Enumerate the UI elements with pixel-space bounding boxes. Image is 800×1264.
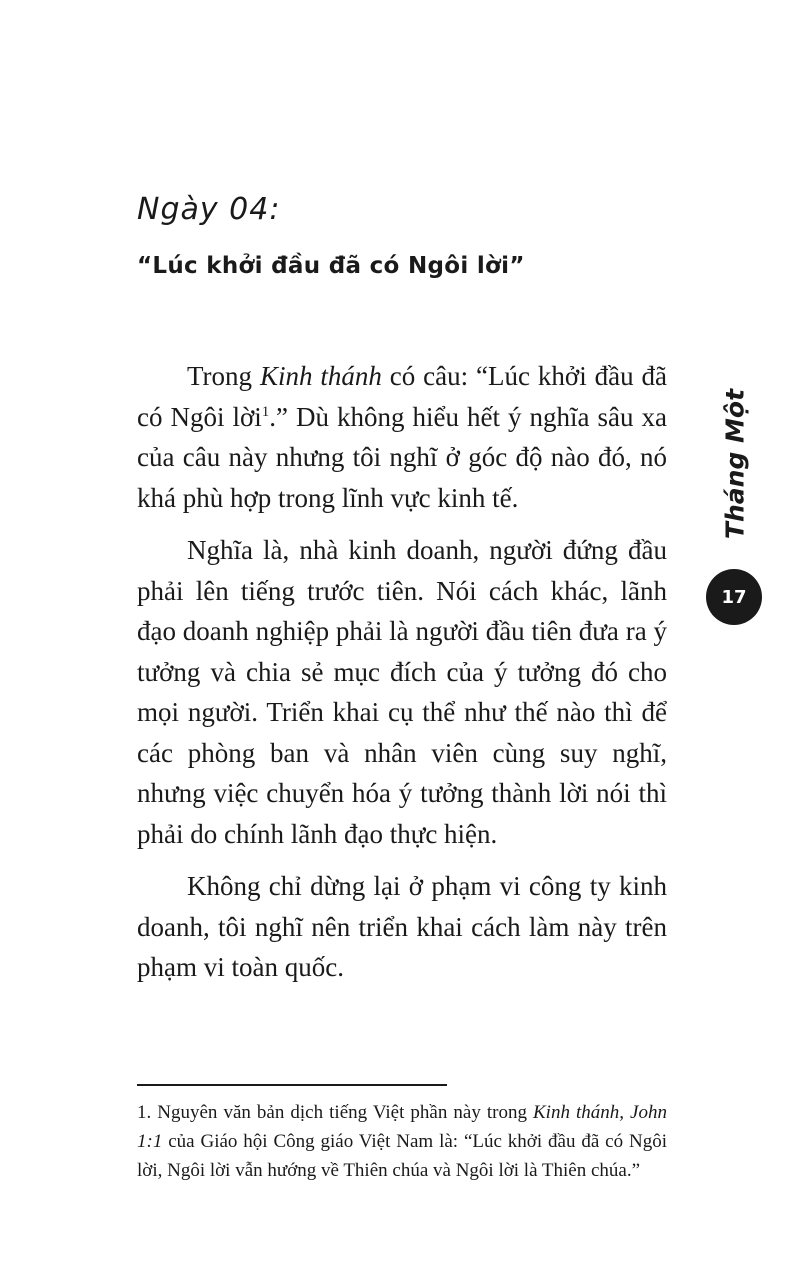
- footnote-text-a: 1. Nguyên văn bản dịch tiếng Việt phần này trong: [137, 1102, 533, 1123]
- footnote-text-b: của Giáo hội Công giáo Việt Nam là: “Lúc khởi đầu đã có Ngôi lời, Ngôi lời vẫn hướng về Thiên chúa và Ngôi lời là Thiên chúa.”: [137, 1131, 667, 1181]
- body-text: [137, 356, 667, 1000]
- chapter-title: “Lúc khởi đầu đã có Ngôi lời”: [137, 253, 525, 279]
- p1-text-b: có câu: “Lúc khởi đầu đã có Ngôi lời: [137, 361, 667, 432]
- p1-italic-title: Kinh thánh: [259, 361, 382, 391]
- month-label: Tháng Một: [720, 388, 750, 540]
- p1-text-a: Trong: [187, 361, 260, 391]
- footnote-marker: 1: [261, 403, 270, 420]
- footnote-italic-ref: Kinh thánh, John 1:1: [137, 1102, 667, 1152]
- paragraph-2: Nghĩa là, nhà kinh doanh, người đứng đầu phải lên tiếng trước tiên. Nói cách khác, lãnh đạo doanh nghiệp phải là người đầu tiên đưa ra ý tưởng và chia sẻ mục đích của ý tưởng đó cho mọi người. Triển khai cụ thể như thế nào thì để các phòng ban và nhân viên cùng suy nghĩ, nhưng việc chuyển hóa ý tưởng thành lời nói thì phải do chính lãnh đạo thực hiện.: [137, 535, 667, 849]
- p1-text-c: .” Dù không hiểu hết ý nghĩa sâu xa của câu này nhưng tôi nghĩ ở góc độ nào đó, nó khá phù hợp trong lĩnh vực kinh tế.: [137, 401, 667, 513]
- page-number: 17: [721, 586, 747, 608]
- footnote-divider: [137, 1084, 447, 1086]
- paragraph-1: [137, 356, 667, 518]
- side-tab: [700, 388, 770, 642]
- day-label: Ngày 04:: [137, 192, 281, 227]
- page-number-badge: [706, 569, 762, 625]
- footnote: [137, 1098, 667, 1185]
- paragraph-3: Không chỉ dừng lại ở phạm vi công ty kinh doanh, tôi nghĩ nên triển khai cách làm này trên phạm vi toàn quốc.: [137, 871, 667, 982]
